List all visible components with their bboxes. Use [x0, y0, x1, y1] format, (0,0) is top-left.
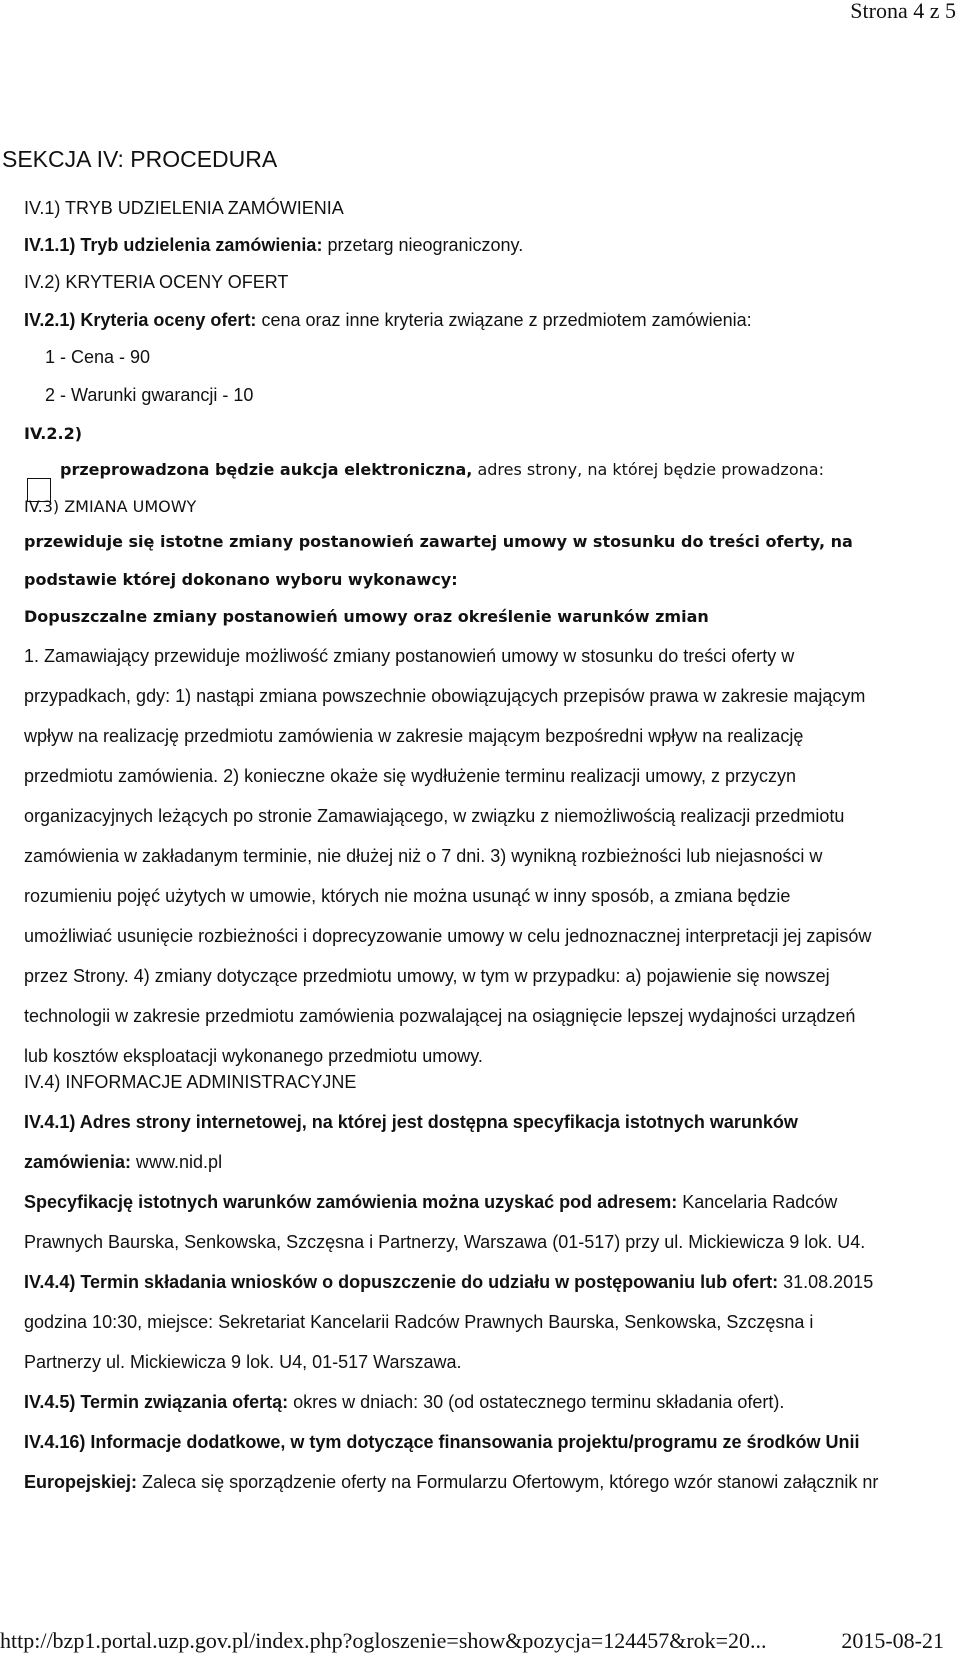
- field-value: przetarg nieograniczony.: [322, 235, 524, 255]
- field-siwz: [24, 1192, 837, 1213]
- field-value: okres w dniach: 30 (od ostatecznego terminu składania ofert).: [288, 1392, 785, 1412]
- change-intro-line: przewiduje się istotne zmiany postanowień zawartej umowy w stosunku do treści oferty, na: [24, 532, 853, 551]
- field-iv41: [24, 1152, 222, 1173]
- text-line: przez Strony. 4) zmiany dotyczące przedmiotu umowy, w tym w przypadku: a) pojawienie się nowszej: [24, 966, 830, 986]
- criterion-item: 1 - Cena - 90: [45, 347, 151, 367]
- change-intro-line: Dopuszczalne zmiany postanowień umowy oraz określenie warunków zmian: [24, 607, 709, 626]
- field-value: 31.08.2015: [778, 1272, 874, 1292]
- heading-iv4: IV.4) INFORMACJE ADMINISTRACYJNE: [24, 1072, 357, 1092]
- field-iv44: [24, 1272, 873, 1293]
- text-line: umożliwiać usunięcie rozbieżności i doprecyzowanie umowy w celu jednoznacznej interpretacji jej zapisów: [24, 926, 872, 946]
- text-line: przedmiotu zamówienia. 2) konieczne okaże się wydłużenie terminu realizacji umowy, z przyczyn: [24, 766, 796, 786]
- heading-iv3: IV.3) ZMIANA UMOWY: [24, 497, 197, 516]
- field-value: www.nid.pl: [131, 1152, 223, 1172]
- field-label: IV.4.5) Termin związania ofertą:: [24, 1392, 289, 1412]
- field-label: zamówienia:: [24, 1152, 132, 1172]
- section-title: SEKCJA IV: PROCEDURA: [2, 146, 278, 172]
- text-line: wpływ na realizację przedmiotu zamówienia w zakresie mającym bezpośredni wpływ na realizację: [24, 726, 804, 746]
- field-label: przeprowadzona będzie aukcja elektroniczna,: [60, 460, 473, 479]
- change-body: [24, 645, 944, 1085]
- text-line: przypadkach, gdy: 1) nastąpi zmiana powszechnie obowiązujących przepisów prawa w zakresie mającym: [24, 686, 866, 706]
- text-line: zamówienia w zakładanym terminie, nie dłużej niż o 7 dni. 3) wynikną rozbieżności lub niejasności w: [24, 846, 823, 866]
- text-line: 1. Zamawiający przewiduje możliwość zmiany postanowień umowy w stosunku do treści oferty w: [24, 646, 795, 666]
- field-value: adres strony, na której będzie prowadzona:: [472, 460, 824, 479]
- field-value: cena oraz inne kryteria związane z przedmiotem zamówienia:: [256, 310, 752, 330]
- field-label: IV.2.1) Kryteria oceny ofert:: [24, 310, 257, 330]
- field-iv22-label: IV.2.2): [24, 424, 83, 443]
- field-iv44-value: Partnerzy ul. Mickiewicza 9 lok. U4, 01-517 Warszawa.: [24, 1352, 462, 1372]
- field-iv41-label: IV.4.1) Adres strony internetowej, na której jest dostępna specyfikacja istotnych warunków: [24, 1112, 798, 1132]
- change-intro-line: podstawie której dokonano wyboru wykonawcy:: [24, 570, 458, 589]
- field-siwz-value: Prawnych Baurska, Senkowska, Szczęsna i Partnerzy, Warszawa (01-517) przy ul. Mickiewicza 9 lok. U4.: [24, 1232, 866, 1252]
- footer-date: 2015-08-21: [841, 1628, 944, 1653]
- field-iv11: [24, 235, 523, 256]
- field-label: Europejskiej:: [24, 1472, 138, 1492]
- field-label: IV.4.4) Termin składania wniosków o dopuszczenie do udziału w postępowaniu lub ofert:: [24, 1272, 779, 1292]
- auction-line: [60, 460, 824, 479]
- heading-iv2: IV.2) KRYTERIA OCENY OFERT: [24, 272, 289, 292]
- field-label: Specyfikację istotnych warunków zamówienia można uzyskać pod adresem:: [24, 1192, 678, 1212]
- criterion-item: 2 - Warunki gwarancji - 10: [45, 385, 254, 405]
- text-line: organizacyjnych leżących po stronie Zamawiającego, w związku z niemożliwością realizacji przedmiotu: [24, 806, 845, 826]
- field-value: Kancelaria Radców: [677, 1192, 838, 1212]
- heading-iv1: IV.1) TRYB UDZIELENIA ZAMÓWIENIA: [24, 198, 344, 218]
- page-number: Strona 4 z 5: [850, 0, 956, 23]
- text-line: rozumieniu pojęć użytych w umowie, których nie można usunąć w inny sposób, a zmiana będzie: [24, 886, 791, 906]
- footer-url[interactable]: http://bzp1.portal.uzp.gov.pl/index.php?ogloszenie=show&pozycja=124457&rok=20...: [0, 1628, 767, 1653]
- text-line: technologii w zakresie przedmiotu zamówienia pozwalającej na osiągnięcie lepszej wydajności urządzeń: [24, 1006, 856, 1026]
- field-iv45: [24, 1392, 784, 1413]
- field-value: Zaleca się sporządzenie oferty na Formularzu Ofertowym, którego wzór stanowi załącznik nr: [137, 1472, 879, 1492]
- field-label: IV.1.1) Tryb udzielenia zamówienia:: [24, 235, 323, 255]
- field-iv416: [24, 1472, 952, 1493]
- field-iv416-label: IV.4.16) Informacje dodatkowe, w tym dotyczące finansowania projektu/programu ze środków Unii: [24, 1432, 860, 1452]
- text-line: lub kosztów eksploatacji wykonanego przedmiotu umowy.: [24, 1046, 483, 1066]
- field-iv44-value: godzina 10:30, miejsce: Sekretariat Kancelarii Radców Prawnych Baurska, Senkowska, Szczęsna i: [24, 1312, 814, 1332]
- field-iv21: [24, 310, 752, 331]
